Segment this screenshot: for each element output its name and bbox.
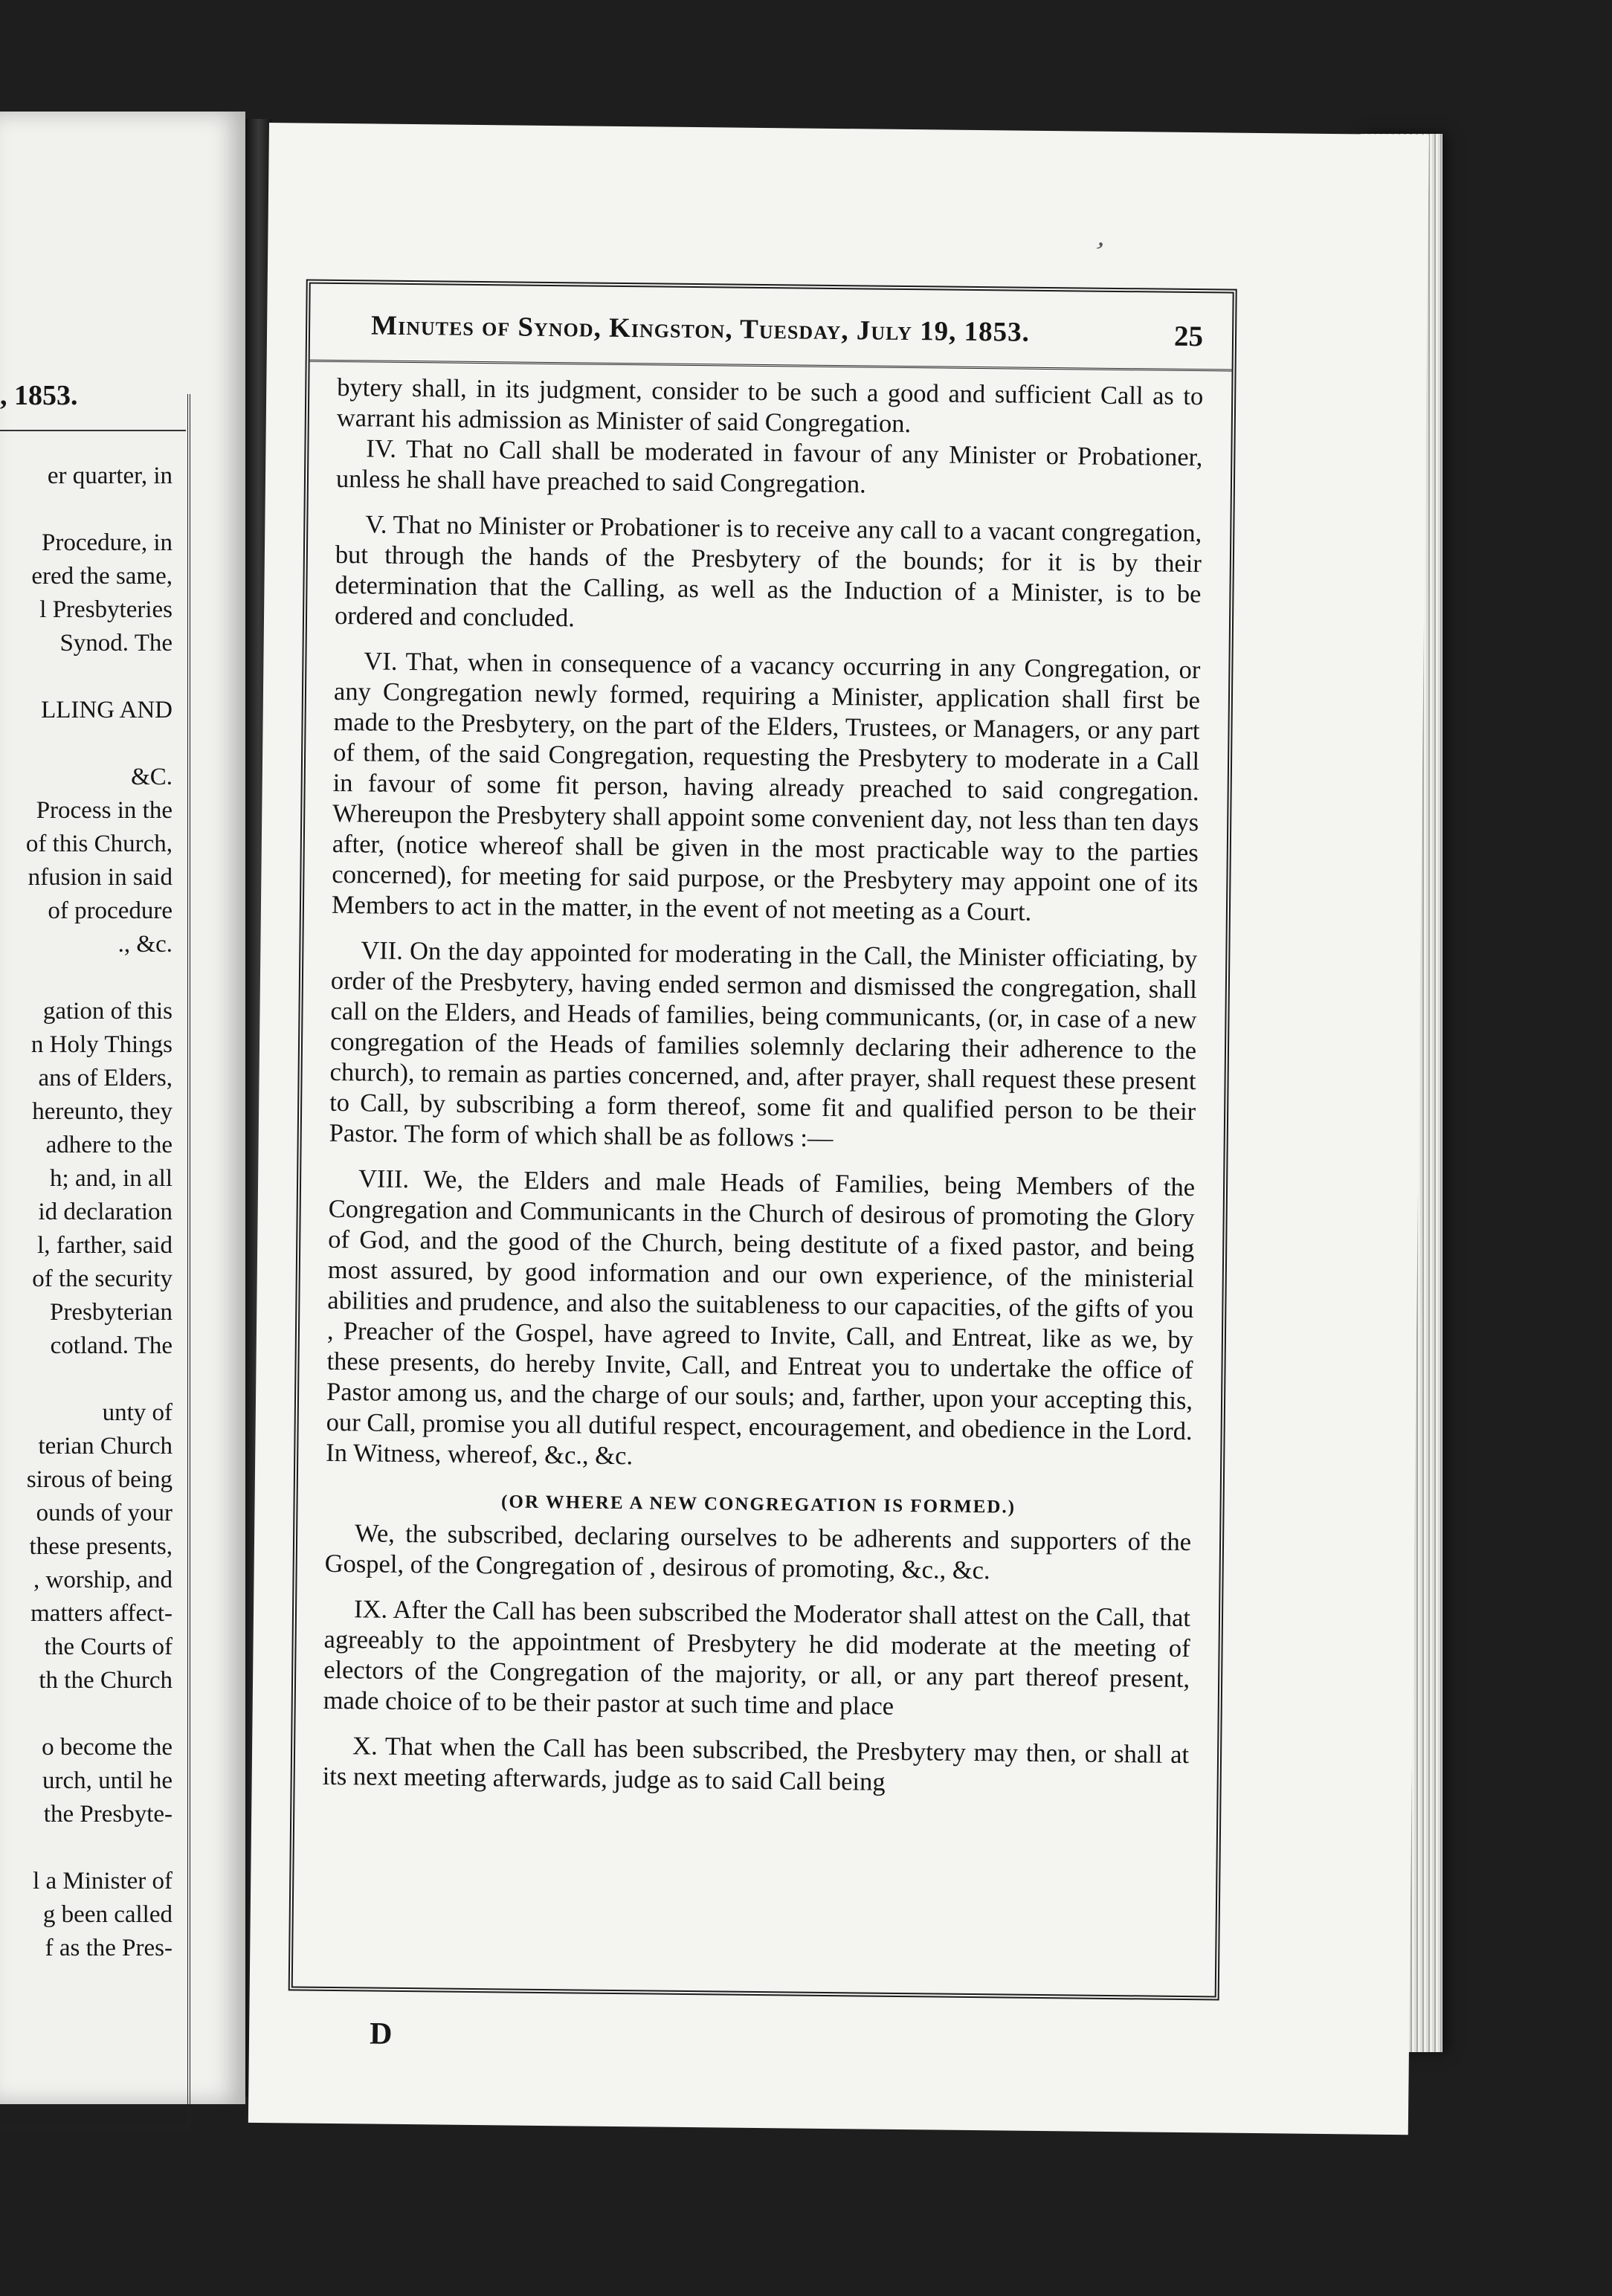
left-page-line: Synod. The: [59, 630, 173, 657]
left-page-line: l Presbyteries: [39, 596, 173, 623]
left-page-line: id declaration: [38, 1199, 173, 1225]
paragraph-vi: VI. That, when in consequence of a vacancy occurring in any Congregation, or any Congregation newly formed, requiring a Minister, application shall first be made to the Presbytery, on the part of the Elders, Trustees, or Managers, or any part of them, of the said Congregation, requesting the Presbytery to moderate in a Call in favour of some fit person, having already preached to said congregation. Whereupon the Presbytery shall appoint some convenient day, not less than ten days after, (notice whereof shall be given in the most practicable way to the parties concerned), for meeting for said purpose, or the Presbytery may appoint one of its Members to act in the matter, in the event of not meeting as a Court.: [331, 647, 1201, 926]
left-page-line: the Presbyte-: [43, 1801, 173, 1828]
left-page-line: hereunto, they: [32, 1098, 173, 1125]
left-page-line: these presents,: [29, 1533, 173, 1560]
main-page: [248, 123, 1429, 2135]
left-page-line: ans of Elders,: [38, 1065, 173, 1091]
left-page-line: gation of this: [42, 998, 173, 1025]
left-header-rule: [0, 430, 186, 431]
left-page: [0, 112, 245, 2104]
left-page-line: &C.: [131, 764, 173, 790]
left-page-line: l a Minister of: [33, 1868, 173, 1894]
left-page-line: er quarter, in: [47, 462, 173, 489]
left-page-line: cotland. The: [50, 1332, 173, 1359]
section-note-new-congregation: (OR WHERE A NEW CONGREGATION IS FORMED.): [500, 1492, 1016, 1518]
left-page-line: sirous of being: [26, 1466, 173, 1493]
left-page-line: ., &c.: [117, 931, 173, 958]
left-page-line: th the Church: [39, 1667, 173, 1694]
paragraph-v: V. That no Minister or Probationer is to receive any call to a vacant congregation, but through the hands of the Presbytery of the bounds; for it is by their determination that the Calling, as well as the Induction of a Minister, is to be ordered and concluded.: [334, 510, 1202, 633]
left-frame-border: [187, 394, 190, 2126]
paragraph-vii: VII. On the day appointed for moderating in the Call, the Minister officiating, by order of the Presbytery, having ended sermon and dismissed the congregation, shall call on the Elders, and Heads of families, being communicants, (or, in case of a new congregation of the Heads of families solemnly declaring their adherence to the church), to remain as parties concerned, and, after prayer, shall request these present to Call, by subscribing a form thereof, some fit and qualified person to be their Pastor. The form of which shall be as follows :—: [329, 936, 1198, 1153]
left-page-line: of this Church,: [25, 831, 173, 857]
paragraph-new-congregation-form: We, the subscribed, declaring ourselves to be adherents and supporters of the Gospel, of the Congregation of , desirous of promoting, &c., &c.: [324, 1519, 1192, 1585]
paragraph-ix: IX. After the Call has been subscribed the Moderator shall attest on the Call, that agreeably to the appointment of Presbytery he did moderate at the meeting of electors of the Congregation of the majority, or all, or any part thereof present, made choice of to be their pastor at such time and place: [323, 1595, 1191, 1721]
left-page-line: Presbyterian: [50, 1299, 173, 1326]
left-page-line: matters affect-: [30, 1600, 173, 1627]
left-page-line: Procedure, in: [42, 529, 173, 556]
running-head: Minutes of Synod, Kingston, Tuesday, July 19, 1853.: [370, 310, 1031, 348]
left-page-header: , 1853.: [0, 380, 78, 411]
left-page-line: n Holy Things: [30, 1031, 173, 1058]
left-page-line: unty of: [102, 1399, 173, 1426]
stray-pen-mark: ʼ: [1088, 235, 1108, 268]
paragraph-viii: VIII. We, the Elders and male Heads of Families, being Members of the Congregation and Communicants in the Church of desirous of promoting the Glory of God, and the good of the Church, being destitute of a fixed pastor, and being most assured, by good information and our own experience, of the ministerial abilities and prudence, and also the suitableness to our capacities, of the gifts of you , Preacher of the Gospel, have agreed to Invite, Call, and Entreat, like as we, by these presents, do hereby Invite, Call, and Entreat you to undertake the office of Pastor among us, and the charge of our souls; and, farther, upon your accepting this, our Call, promise you all dutiful respect, encouragement, and obedience in the Lord. In Witness, whereof, &c., &c.: [326, 1164, 1196, 1471]
paragraph-x: X. That when the Call has been subscribed, the Presbytery may then, or shall at its next meeting afterwards, judge as to said Call being: [322, 1732, 1190, 1796]
left-page-line: nfusion in said: [28, 864, 173, 891]
left-page-line: ounds of your: [36, 1500, 173, 1526]
left-frame-bottom-border: [0, 2126, 190, 2129]
paragraph-iv: IV. That no Call shall be moderated in favour of any Minister or Probationer, unless he shall have preached to said Congregation.: [335, 434, 1203, 499]
paragraph-continuation: bytery shall, in its judgment, consider to be such a good and sufficient Call as to warrant his admission as Minister of said Congregation.: [336, 373, 1204, 439]
left-page-line: l, farther, said: [37, 1232, 173, 1259]
left-page-line: g been called: [42, 1901, 173, 1928]
left-page-line: adhere to the: [45, 1132, 173, 1158]
left-page-line: the Courts of: [44, 1634, 173, 1660]
left-page-line: of procedure: [48, 897, 173, 924]
left-page-line: urch, until he: [42, 1767, 173, 1794]
left-page-line: terian Church: [38, 1433, 173, 1460]
page-body: [322, 373, 1203, 1801]
left-page-line: f as the Pres-: [45, 1935, 173, 1961]
left-page-line: LLING AND: [41, 697, 173, 723]
left-page-line: Process in the: [36, 797, 173, 824]
left-page-line: o become the: [42, 1734, 173, 1761]
signature-mark: D: [369, 2016, 393, 2051]
left-page-line: , worship, and: [33, 1567, 173, 1593]
page-number: 25: [1173, 320, 1204, 353]
left-page-line: of the security: [32, 1265, 173, 1292]
left-page-line: ered the same,: [31, 563, 173, 590]
left-page-line: h; and, in all: [50, 1165, 173, 1192]
